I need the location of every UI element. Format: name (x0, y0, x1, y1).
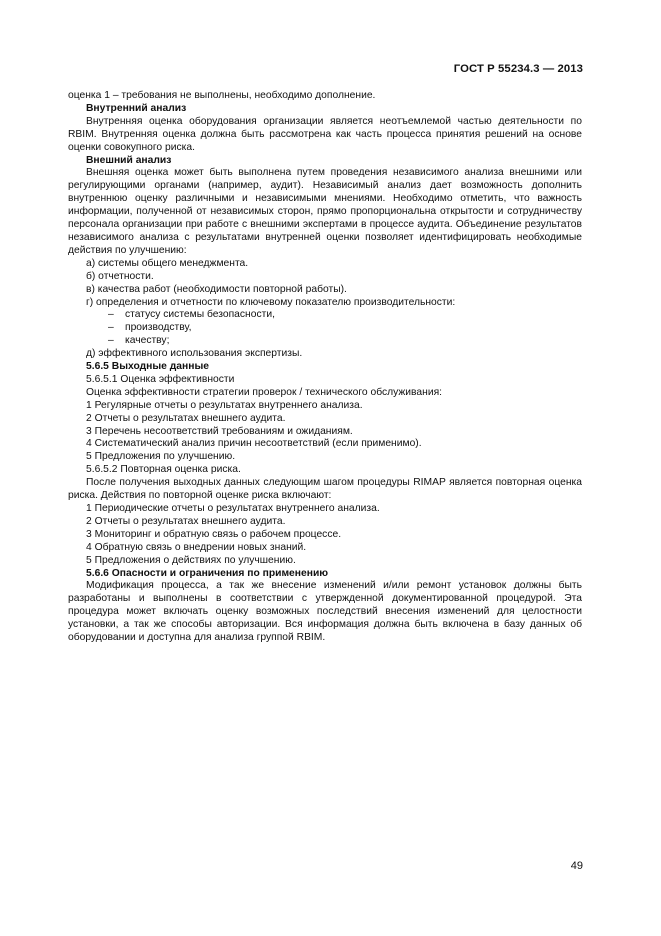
dash-item-text: качеству; (125, 335, 170, 347)
dash-item-production (68, 322, 582, 335)
efficiency-item-2: 2 Отчеты о результатах внешнего аудита. (86, 412, 286, 424)
heading-5-6-6: 5.6.6 Опасности и ограничения по применению (86, 567, 329, 579)
reassessment-item-5: 5 Предложения о действиях по улучшению. (86, 554, 296, 566)
heading-5-6-5: 5.6.5 Выходные данные (86, 361, 209, 373)
score-line: оценка 1 – требования не выполнены, необходимо дополнение. (68, 90, 376, 101)
efficiency-item-1: 1 Регулярные отчеты о результатах внутреннего анализа. (86, 399, 363, 411)
dash-item-quality (68, 335, 582, 348)
page-number: 49 (570, 860, 583, 872)
efficiency-item-3: 3 Перечень несоответствий требованиям и ожиданиям. (86, 425, 353, 437)
paragraph-external-analysis: Внешняя оценка может быть выполнена путем проведения независимого анализа внешними или регулирующими органами (например, аудит). Независимый анализ дает возможность дополнить внутреннюю оценку различными и независимыми мнениями. Необходимо отметить, что важность информации, полученной от независимых сторон, прямо пропорциональна открытости и сотрудничеству персонала организации при работе с внешними экспертами в процессе аудита. Объединение результатов независимого анализа с результатами внутренней оценки позволяет идентифицировать необходимые действия по улучшению: (68, 167, 582, 256)
efficiency-item-5: 5 Предложения по улучшению. (86, 451, 236, 463)
heading-internal-analysis: Внутренний анализ (86, 102, 187, 114)
list-item-v: в) качества работ (необходимости повторной работы). (86, 283, 347, 295)
reassessment-item-1: 1 Периодические отчеты о результатах внутреннего анализа. (86, 503, 380, 514)
dash-item-text: статусу системы безопасности, (125, 309, 275, 321)
paragraph-5-6-6: Модификация процесса, а так же внесение изменений и/или ремонт установок должны быть разработаны и выполнены в соответствии с утвержденной документированной процедурой. Эта процедура может включать оценку возможных последствий внесения изменений для целостности установки, а так же способы авторизации. Вся информация должна быть включена в базу данных об оборудовании и доступна для анализа группой RBIM. (68, 580, 582, 644)
list-item-g: г) определения и отчетности по ключевому показателю производительности: (86, 296, 456, 308)
list-item-d: д) эффективного использования экспертизы. (86, 348, 303, 360)
standard-code-header: ГОСТ Р 55234.3 — 2013 (453, 63, 583, 75)
paragraph-5-6-5-1-intro: Оценка эффективности стратегии проверок / технического обслуживания: (86, 386, 443, 398)
dash-mark: – (108, 335, 114, 347)
reassessment-item-4: 4 Обратную связь о внедрении новых знаний. (86, 541, 307, 553)
dash-mark: – (108, 309, 114, 321)
list-item-a: а) системы общего менеджмента. (86, 257, 249, 269)
subheading-5-6-5-2: 5.6.5.2 Повторная оценка риска. (86, 464, 241, 476)
subheading-5-6-5-1: 5.6.5.1 Оценка эффективности (86, 373, 235, 385)
reassessment-item-2: 2 Отчеты о результатах внешнего аудита. (86, 515, 286, 527)
paragraph-internal-analysis: Внутренняя оценка оборудования организации является неотъемлемой частью деятельности по RBIM. Внутренняя оценка должна быть рассмотрена как часть процесса принятия решений на основе оценки совокупного риска. (68, 115, 582, 153)
dash-item-safety (68, 309, 582, 322)
list-item-b: б) отчетности. (86, 270, 154, 282)
dash-item-text: производству, (125, 322, 192, 334)
heading-external-analysis: Внешний анализ (86, 154, 172, 166)
page-content (68, 90, 582, 645)
paragraph-5-6-5-2: После получения выходных данных следующим шагом процедуры RIMAP является повторная оценка риска. Действия по повторной оценке риска включают: (68, 477, 582, 502)
dash-mark: – (108, 322, 114, 334)
reassessment-item-3: 3 Мониторинг и обратную связь о рабочем процессе. (86, 528, 342, 540)
efficiency-item-4: 4 Систематический анализ причин несоответствий (если применимо). (86, 438, 422, 450)
